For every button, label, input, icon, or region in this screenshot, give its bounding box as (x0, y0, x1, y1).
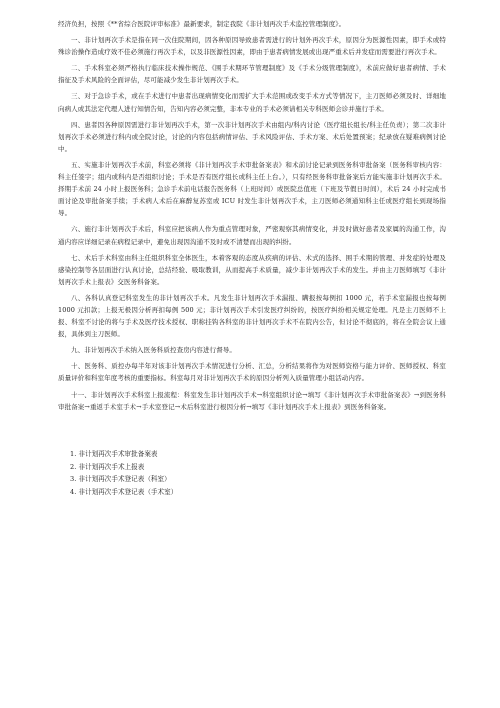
paragraph-5: 五、实施非计划再次手术前，科室必须将《非计划再次手术审批备案表》和术前讨论记录到医务科审批备案（医务科审核内容：科主任签字；组内或科内是否组织讨论；手术是否有医疗组长或科主任上台。），只有经医务科审批备案后方能实施非计划再次手术。择期手术前 24 小时上报医务科；急诊手术前电话报告医务科（上班时间）或医院总值班（下班及节假日时间），术后 24 小时完成书面讨论及审批备案手续；手术病人术后在麻醉复苏室或 ICU 时发生非计划再次手术，主刀医师必须通知科主任或医疗组长到现场指导。 (58, 160, 446, 218)
paragraph-4: 四、患者因各种原因需进行非计划再次手术，第一次非计划再次手术由组内/科内讨论（医疗组长组长/科主任负责）；第二次非计划再次手术必须进行科内或全院讨论，讨论的内容包括病情评估、手术风险评估、手术方案、术后处置预案；纪录放在疑难病例讨论中。 (58, 120, 446, 153)
document-page (58, 18, 446, 499)
paragraph-2: 二、手术科室必须严格执行临床技术操作规范、《围手术期环节管理制度》及《手术分级管理制度》，术前应做好患者病情、手术指征及手术风险的全面评估，尽可能减少发生非计划再次手术。 (58, 64, 446, 85)
paragraph-intro: 经济负担，按照《**省综合医院评审标准》最新要求，制定我院《非计划再次手术监控管理制度》。 (58, 20, 346, 28)
paragraph-7: 七、术后手术科室由科主任组织科室全体医生，本着客观的态度从疾病的评估、术式的选择、围手术期的管理、并发症的处理及感染控制等各层面进行认真讨论，总结经验、吸取教训，从而提高手术质量，减少非计划再次手术的发生。并由主刀医师填写《非计划再次手术上报表》交医务科备案。 (58, 253, 446, 286)
paragraph-11: 十一、非计划再次手术科室上报流程：科室发生非计划再次手术→科室组织讨论→填写《非计划再次手术审批备案表》→到医务科审批备案→重返手术室手术→手术室登记→术后科室进行根因分析→填写《非计划再次手术上报表》到医务科备案。 (58, 390, 446, 411)
paragraph-6: 六、施行非计划再次手术后，科室应把该病人作为重点管理对象，严密观察其病情变化，并及时做好患者及家属的沟通工作，沟通内容应详细记录在病程记录中，避免出现因沟通不及时或不清楚而出现的纠纷。 (58, 225, 446, 246)
attachment-item: 2. 非计划再次手术上报表 (70, 462, 145, 471)
attachment-item: 4. 非计划再次手术登记表（手术室） (70, 488, 178, 497)
attachment-item: 3. 非计划再次手术登记表（科室） (70, 475, 171, 484)
attachment-item: 1. 非计划再次手术审批备案表 (70, 449, 158, 458)
paragraph-10: 十、医务科、质控办每半年对该非计划再次手术情况进行分析、汇总，分析结果将作为对医师资格与能力评价、医师授权、科室质量评价和科室年度考核的重要指标。科室每月对非计划再次手术的原因分析列入质量管理小组活动内容。 (58, 362, 446, 383)
paragraph-3: 三、对于急诊手术，或在手术进行中患者出现病情变化而需扩大手术范围或改变手术方式等情况下，主刀医师必须及时、详细地向病人或其法定代理人进行知情告知，告知内容必须完整，非本专业的手术必须请相关专科医师会诊并施行手术。 (58, 92, 446, 113)
attachment-list (58, 448, 446, 499)
paragraph-8: 八、各科认真登记科室发生的非计划再次手术。凡发生非计划再次手术漏报、瞒报按每例扣 1000 元，若手术室漏报也按每例 1000 元扣款；上报无极因分析再扣每例 500 元；非计划再次手术引发医疗纠纷的，按医疗纠纷相关规定处理。凡是主刀医师不上报、科室不讨论的将与手术及医疗技术授权、职称挂钩各科室的非计划再次手术不在院内公告，但讨论不彻底的，将在全院会议上通报，具体到主刀医师。 (58, 293, 446, 339)
paragraph-9: 九、非计划再次手术纳入医务科质控查房内容进行督导。 (71, 346, 236, 355)
paragraph-1: 一、非计划再次手术是指在同一次住院期间，因各种原因导致患者需进行的计划外再次手术，原因分为医源性因素，即手术或特殊诊治操作造成疗效不佳必须施行再次手术，以及非医源性因素，即由于患者病情发展或出现严重术后并发症而需要进行再次手术。 (58, 36, 446, 57)
